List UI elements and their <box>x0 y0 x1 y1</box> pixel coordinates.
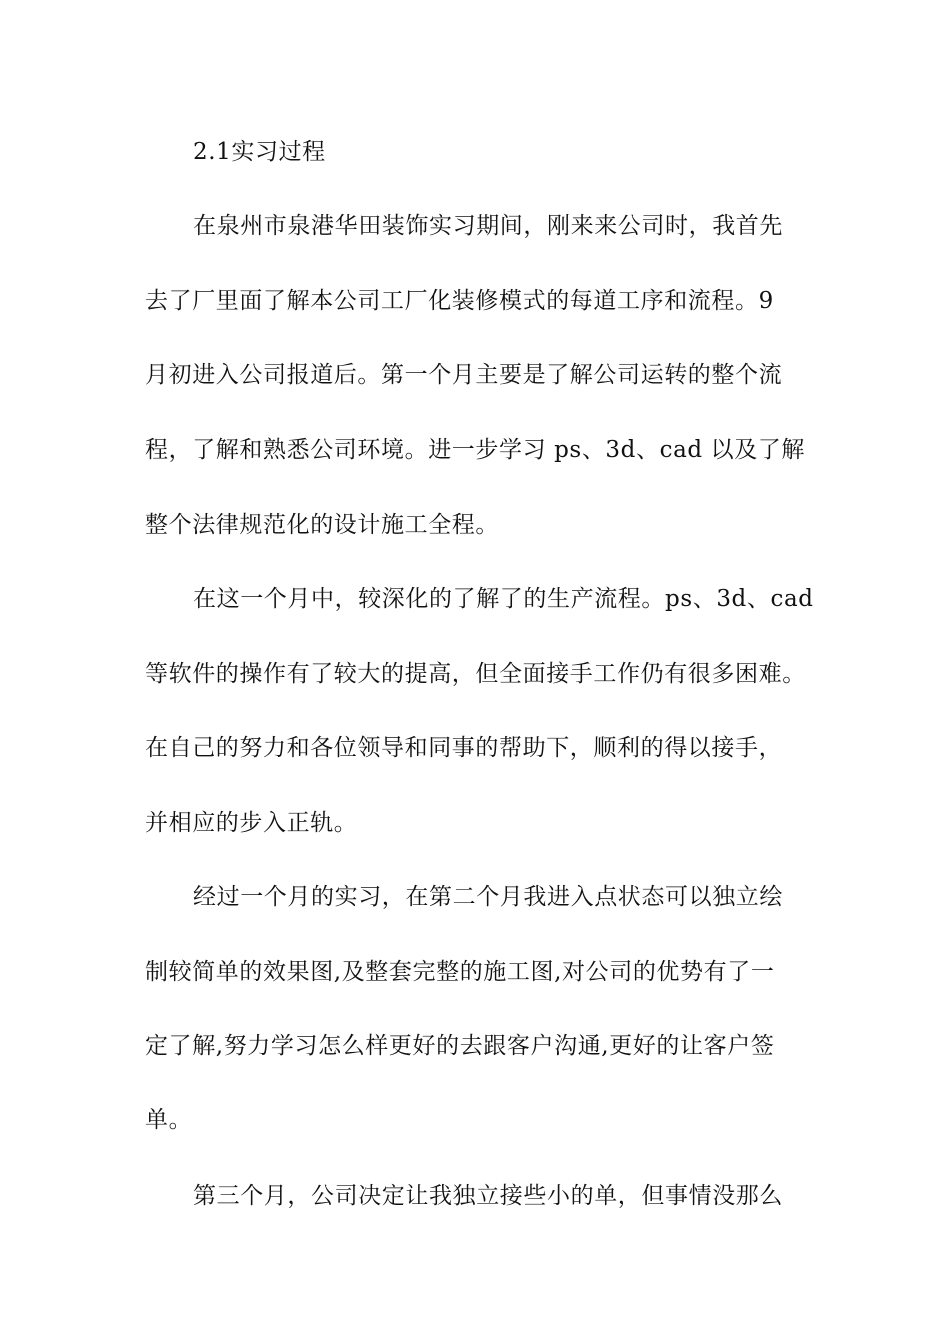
paragraph-line: 在自己的努力和各位领导和同事的帮助下，顺利的得以接手， <box>145 735 783 761</box>
paragraph-line: 单。 <box>145 1107 193 1133</box>
paragraph-line: 定了解,努力学习怎么样更好的去跟客户沟通,更好的让客户签 <box>145 1033 775 1059</box>
paragraph-line: 月初进入公司报道后。第一个月主要是了解公司运转的整个流 <box>145 362 783 388</box>
paragraph-line: 等软件的操作有了较大的提高，但全面接手工作仍有很多困难。 <box>145 661 806 687</box>
paragraph-line: 经过一个月的实习，在第二个月我进入点状态可以独立绘 <box>193 884 783 910</box>
paragraph-line: 去了厂里面了解本公司工厂化装修模式的每道工序和流程。9 <box>145 288 774 314</box>
paragraph-line: 并相应的步入正轨。 <box>145 810 358 836</box>
paragraph-line: 第三个月，公司决定让我独立接些小的单，但事情没那么 <box>193 1183 783 1209</box>
section-heading: 2.1实习过程 <box>193 139 326 165</box>
paragraph-line: 整个法律规范化的设计施工全程。 <box>145 512 499 538</box>
paragraph-line: 程，了解和熟悉公司环境。进一步学习 ps、3d、cad 以及了解 <box>145 437 806 463</box>
paragraph-line: 在这一个月中，较深化的了解了的生产流程。ps、3d、cad <box>193 586 814 612</box>
paragraph-line: 制较简单的效果图,及整套完整的施工图,对公司的优势有了一 <box>145 959 775 985</box>
paragraph-line: 在泉州市泉港华田装饰实习期间，刚来来公司时，我首先 <box>193 213 783 239</box>
